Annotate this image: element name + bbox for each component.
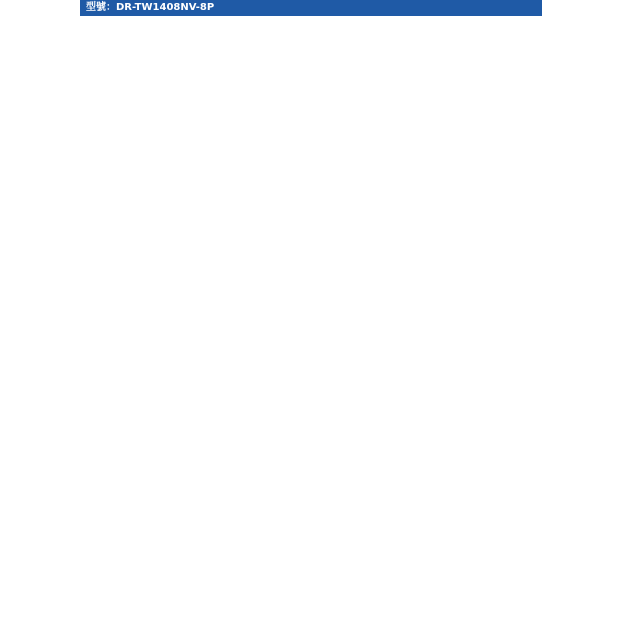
model-header: 型號：DR-TW1408NV-8P: [80, 0, 542, 16]
